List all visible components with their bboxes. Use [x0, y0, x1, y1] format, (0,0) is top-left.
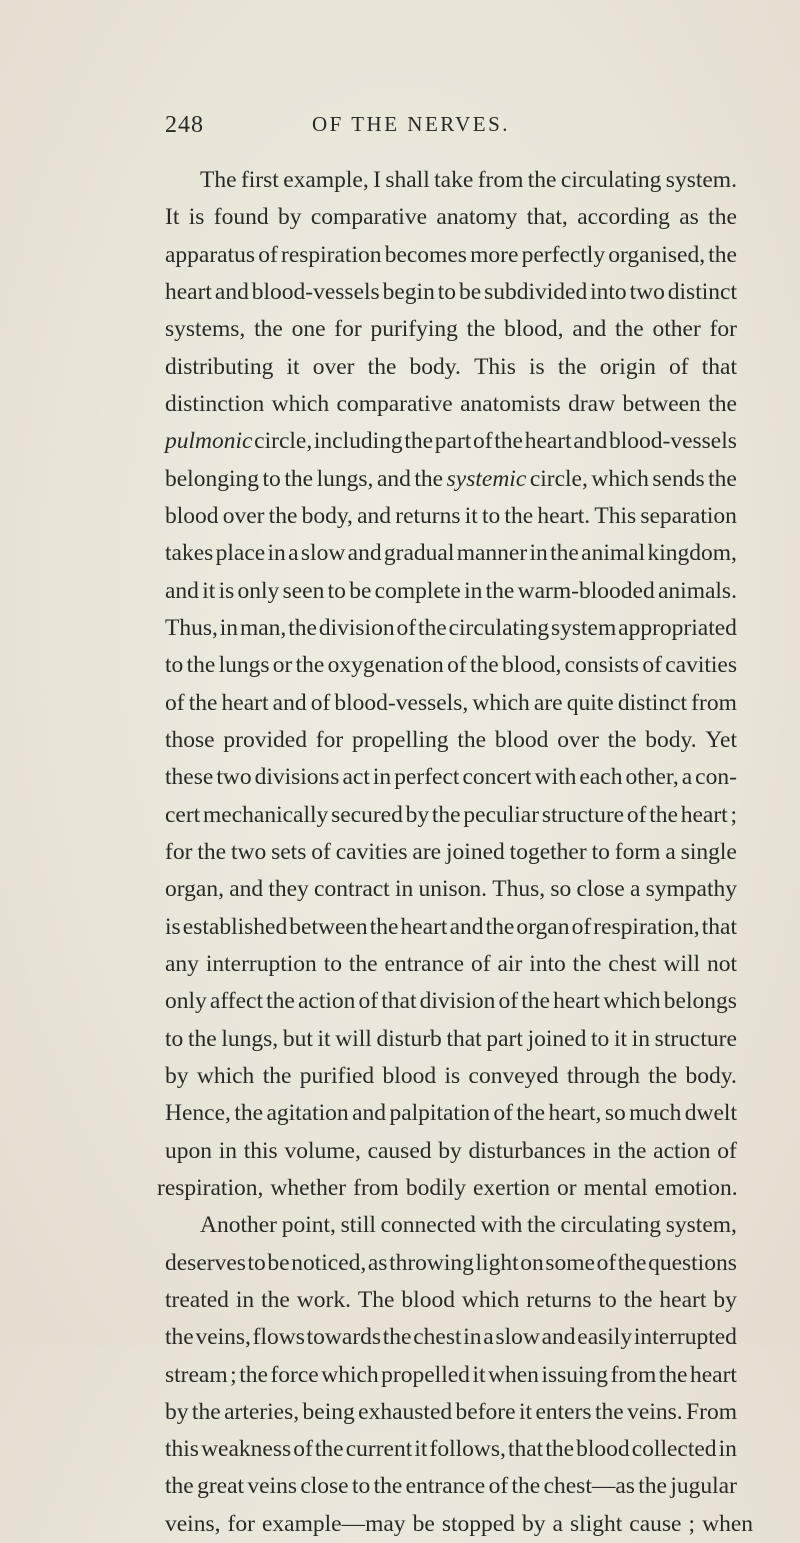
text-line: upon in this volume, caused by disturbances in the action of [165, 1137, 737, 1164]
text-line: the great veins close to the entrance of the chest—as the jugular [165, 1473, 737, 1500]
text-line: systems, the one for purifying the blood, and the other for [165, 316, 737, 343]
text-line: Another point, still connected with the circulating system, [200, 1212, 737, 1239]
chapter-title: OF THE NERVES. [312, 112, 511, 136]
text-line: by which the purified blood is conveyed through the body. [165, 1062, 737, 1089]
text-line: takes place in a slow and gradual manner in the animal kingdom, [165, 540, 737, 567]
text-line: Thus, in man, the division of the circulating system appropriated [165, 614, 737, 641]
text-line: Hence, the agitation and palpitation of the heart, so much dwelt [165, 1100, 737, 1127]
text-line: apparatus of respiration becomes more perfectly organised, the [165, 241, 737, 268]
text-line: those provided for propelling the blood over the body. Yet [165, 726, 737, 753]
text-line: The first example, I shall take from the circulating system. [200, 167, 737, 193]
text-line: blood over the body, and returns it to the heart. This separation [165, 502, 737, 529]
text-line: veins, for example—may be stopped by a slight cause ; when [165, 1510, 754, 1537]
text-line: any interruption to the entrance of air into the chest will not [165, 950, 737, 977]
text-line: to the lungs or the oxygenation of the blood, consists of cavities [165, 652, 737, 679]
text-line: distributing it over the body. This is the origin of that [165, 353, 737, 380]
text-line: this weakness of the current it follows, that the blood collected in [165, 1436, 737, 1463]
paragraph [157, 162, 738, 1207]
text-line: of the heart and of blood-vessels, which are quite distinct from [165, 689, 737, 716]
paragraph [165, 1207, 754, 1543]
text-line: deserves to be noticed, as throwing light on some of the questions [165, 1249, 737, 1276]
running-head [165, 112, 735, 142]
text-line: treated in the work. The blood which returns to the heart by [165, 1286, 737, 1313]
text-line: pulmonic circle, including the part of the heart and blood-vessels [165, 428, 737, 455]
text-line: respiration, whether from bodily exertion or mental emotion. [157, 1174, 738, 1201]
text-line: It is found by comparative anatomy that, according as the [165, 204, 737, 231]
text-line: stream ; the force which propelled it when issuing from the heart [165, 1361, 737, 1388]
text-line: by the arteries, being exhausted before it enters the veins. From [165, 1398, 737, 1425]
text-line: is established between the heart and the organ of respiration, that [165, 913, 737, 940]
text-line: these two divisions act in perfect concert with each other, a con- [165, 764, 737, 791]
page-number: 248 [165, 112, 204, 138]
text-line: distinction which comparative anatomists draw between the [165, 390, 737, 417]
text-line: heart and blood-vessels begin to be subdivided into two distinct [165, 278, 737, 305]
text-line: and it is only seen to be complete in the warm-blooded animals. [165, 577, 737, 604]
text-line: the veins, flows towards the chest in a slow and easily interrupted [165, 1324, 737, 1351]
text-line: only affect the action of that division of the heart which belongs [165, 988, 737, 1015]
body-text [157, 162, 754, 1543]
text-line: belonging to the lungs, and the systemic circle, which sends the [165, 465, 737, 492]
text-line: cert mechanically secured by the peculiar structure of the heart ; [165, 801, 737, 828]
text-line: for the two sets of cavities are joined together to form a single [165, 838, 737, 865]
text-line: organ, and they contract in unison. Thus, so close a sympathy [165, 876, 737, 903]
text-line: to the lungs, but it will disturb that part joined to it in structure [165, 1025, 737, 1052]
